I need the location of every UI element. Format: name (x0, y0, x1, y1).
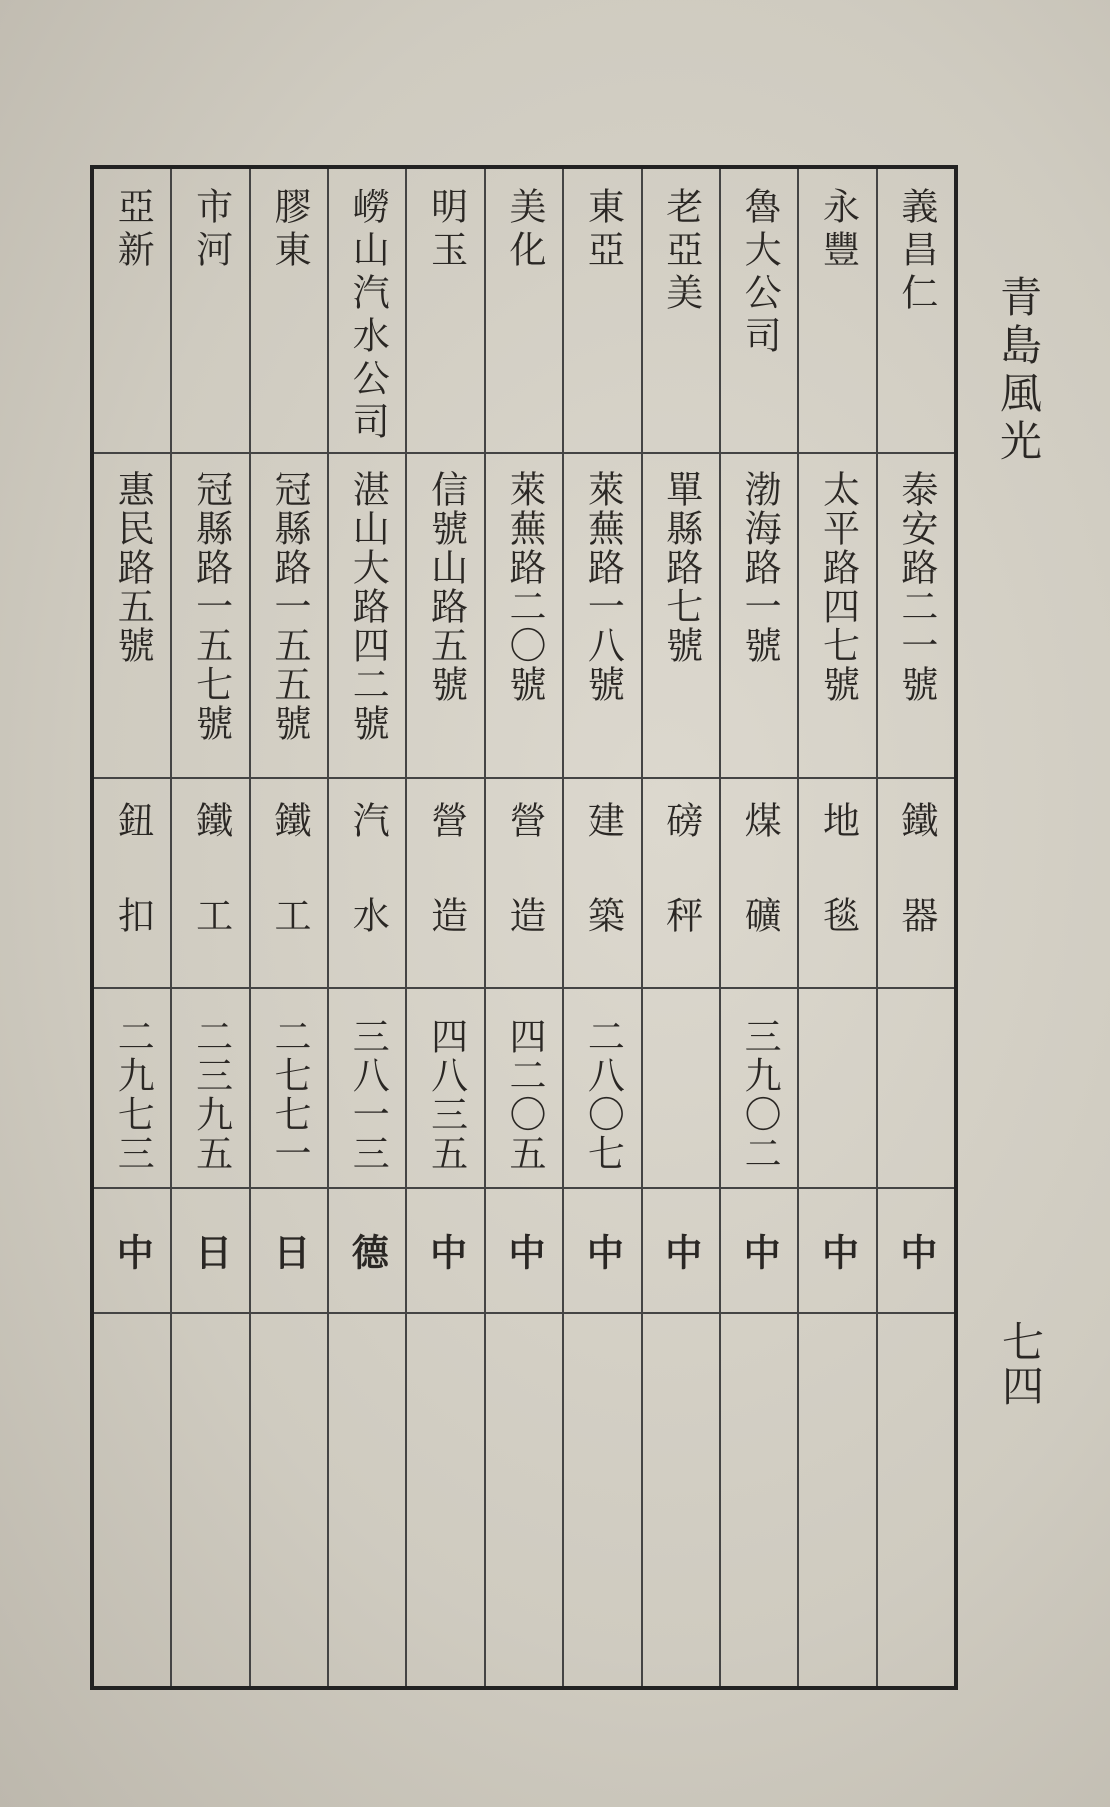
nationality-cell (94, 1189, 170, 1314)
nationality-cell (251, 1189, 327, 1314)
company-name-text: 明玉 (424, 187, 468, 273)
company-name-cell (329, 169, 405, 454)
address-text: 信號山路五號 (424, 470, 468, 704)
trade-text: 營造 (503, 801, 547, 991)
nationality-text: 中 (815, 1233, 860, 1270)
nationality-cell (486, 1189, 562, 1314)
company-name-text: 嶗山汽水公司 (346, 187, 390, 445)
address-text: 單縣路七號 (659, 470, 703, 665)
running-head: 青島風光 (994, 275, 1043, 467)
trade-cell (564, 779, 640, 989)
address-text: 冠縣路一五七號 (189, 470, 233, 743)
address-text: 太平路四七號 (816, 470, 860, 704)
address-cell (251, 454, 327, 779)
address-text: 泰安路二一號 (894, 470, 938, 704)
nationality-text: 中 (423, 1233, 468, 1270)
nationality-cell (643, 1189, 719, 1314)
trade-text: 鐵工 (189, 801, 233, 991)
company-name-text: 亞新 (111, 187, 155, 273)
trade-cell (407, 779, 483, 989)
trade-text: 汽水 (346, 801, 390, 991)
nationality-cell (564, 1189, 640, 1314)
nationality-text: 中 (580, 1233, 625, 1270)
directory-entry (405, 169, 483, 1686)
address-cell (94, 454, 170, 779)
directory-entry (327, 169, 405, 1686)
phone-cell (564, 989, 640, 1189)
company-name-cell (564, 169, 640, 454)
address-text: 湛山大路四二號 (346, 470, 390, 743)
trade-cell (643, 779, 719, 989)
company-name-cell (799, 169, 875, 454)
company-name-text: 市河 (189, 187, 233, 273)
phone-cell (486, 989, 562, 1189)
address-text: 萊蕪路二〇號 (503, 470, 547, 704)
trade-text: 鐵工 (267, 801, 311, 991)
nationality-text: 日 (266, 1233, 311, 1270)
phone-text: 三九〇二 (738, 1017, 782, 1173)
trade-text: 建築 (581, 801, 625, 991)
address-cell (721, 454, 797, 779)
trade-text: 煤礦 (738, 801, 782, 991)
directory-entry (170, 169, 248, 1686)
address-text: 渤海路一號 (738, 470, 782, 665)
company-name-text: 膠東 (267, 187, 311, 273)
empty-cell (486, 1314, 562, 1686)
directory-entry (719, 169, 797, 1686)
nationality-text: 中 (737, 1233, 782, 1270)
trade-text: 鈕扣 (111, 801, 155, 991)
nationality-text: 德 (345, 1233, 390, 1270)
address-cell (799, 454, 875, 779)
trade-text: 地毯 (816, 801, 860, 991)
company-name-cell (721, 169, 797, 454)
empty-cell (721, 1314, 797, 1686)
company-name-cell (486, 169, 562, 454)
company-name-text: 義昌仁 (894, 187, 938, 316)
phone-cell (251, 989, 327, 1189)
company-name-cell (878, 169, 954, 454)
company-name-text: 東亞 (581, 187, 625, 273)
phone-cell (94, 989, 170, 1189)
company-name-text: 老亞美 (659, 187, 703, 316)
directory-entry (562, 169, 640, 1686)
nationality-cell (172, 1189, 248, 1314)
phone-cell (799, 989, 875, 1189)
address-cell (564, 454, 640, 779)
phone-cell (329, 989, 405, 1189)
empty-cell (407, 1314, 483, 1686)
nationality-cell (799, 1189, 875, 1314)
trade-cell (878, 779, 954, 989)
phone-cell (878, 989, 954, 1189)
empty-cell (329, 1314, 405, 1686)
company-name-cell (407, 169, 483, 454)
phone-cell (643, 989, 719, 1189)
phone-text: 二七七一 (267, 1017, 311, 1173)
empty-cell (251, 1314, 327, 1686)
address-cell (878, 454, 954, 779)
phone-text: 四八三五 (424, 1017, 468, 1173)
trade-cell (486, 779, 562, 989)
phone-text: 二八〇七 (581, 1017, 625, 1173)
address-text: 惠民路五號 (111, 470, 155, 665)
nationality-cell (721, 1189, 797, 1314)
empty-cell (643, 1314, 719, 1686)
nationality-cell (407, 1189, 483, 1314)
nationality-text: 日 (188, 1233, 233, 1270)
nationality-cell (878, 1189, 954, 1314)
trade-text: 鐵器 (894, 801, 938, 991)
address-cell (329, 454, 405, 779)
address-cell (486, 454, 562, 779)
trade-cell (329, 779, 405, 989)
address-text: 冠縣路一五五號 (267, 470, 311, 743)
directory-entry (249, 169, 327, 1686)
phone-cell (407, 989, 483, 1189)
trade-cell (172, 779, 248, 989)
trade-text: 磅秤 (659, 801, 703, 991)
directory-entry (876, 169, 954, 1686)
page-number: 七四 (996, 1320, 1045, 1408)
directory-entry (797, 169, 875, 1686)
address-cell (407, 454, 483, 779)
empty-cell (878, 1314, 954, 1686)
phone-text: 二九七三 (111, 1017, 155, 1173)
phone-text: 三八一三 (346, 1017, 390, 1173)
nationality-text: 中 (893, 1233, 938, 1270)
directory-entry (94, 169, 170, 1686)
trade-cell (799, 779, 875, 989)
company-name-text: 魯大公司 (738, 187, 782, 359)
company-name-cell (643, 169, 719, 454)
trade-cell (251, 779, 327, 989)
address-text: 萊蕪路一八號 (581, 470, 625, 704)
directory-entry (641, 169, 719, 1686)
nationality-text: 中 (110, 1233, 155, 1270)
address-cell (172, 454, 248, 779)
phone-text: 二三九五 (189, 1017, 233, 1173)
nationality-cell (329, 1189, 405, 1314)
empty-cell (172, 1314, 248, 1686)
trade-cell (721, 779, 797, 989)
trade-cell (94, 779, 170, 989)
empty-cell (94, 1314, 170, 1686)
phone-cell (721, 989, 797, 1189)
company-name-text: 美化 (503, 187, 547, 273)
company-name-cell (94, 169, 170, 454)
phone-cell (172, 989, 248, 1189)
address-cell (643, 454, 719, 779)
nationality-text: 中 (658, 1233, 703, 1270)
directory-entry (484, 169, 562, 1686)
nationality-text: 中 (502, 1233, 547, 1270)
company-name-text: 永豐 (816, 187, 860, 273)
business-directory-table (90, 165, 958, 1690)
trade-text: 營造 (424, 801, 468, 991)
empty-cell (799, 1314, 875, 1686)
empty-cell (564, 1314, 640, 1686)
phone-text: 四二〇五 (503, 1017, 547, 1173)
company-name-cell (251, 169, 327, 454)
company-name-cell (172, 169, 248, 454)
